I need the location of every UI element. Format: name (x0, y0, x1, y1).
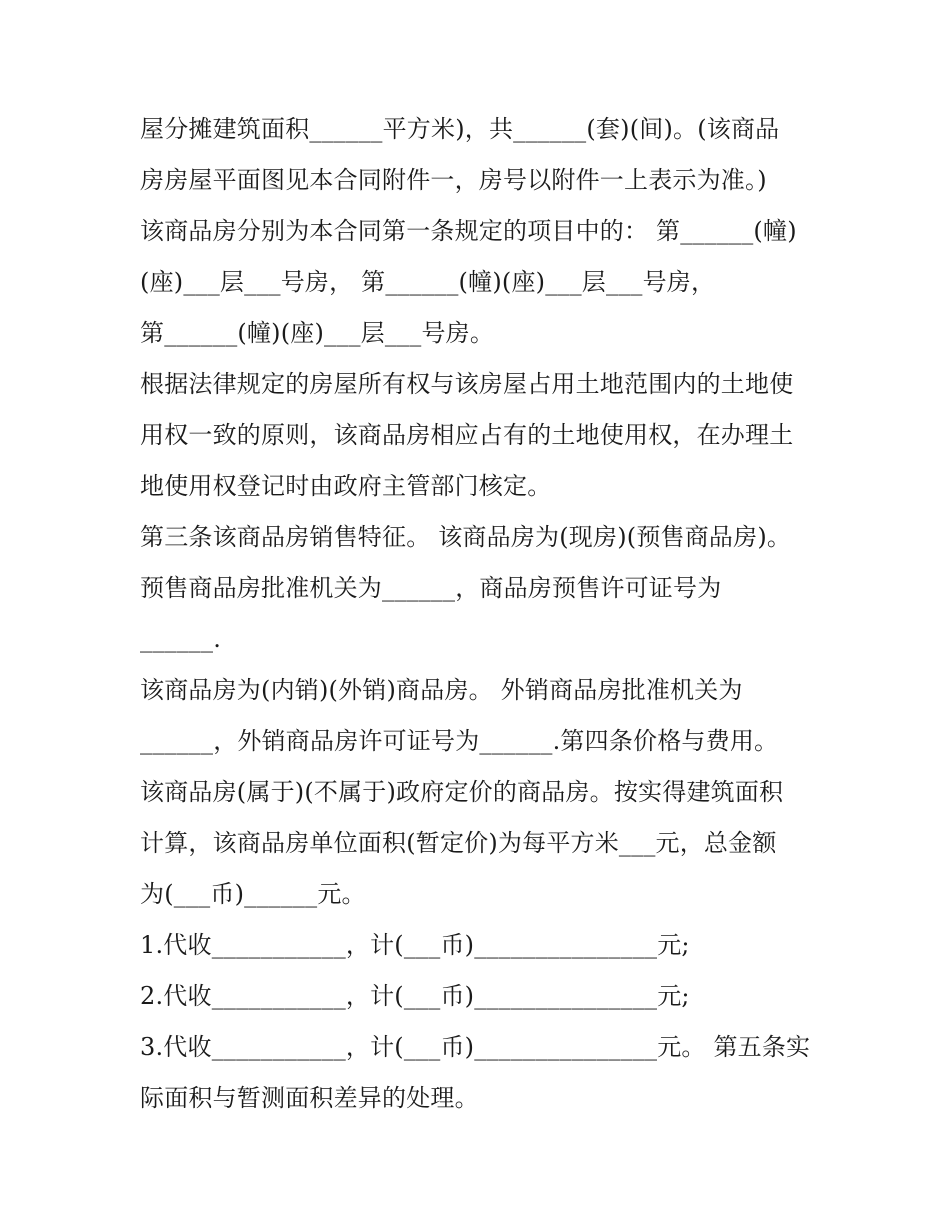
text-line-15: 计算，该商品房单位面积(暂定价)为每平方米___元，总金额 (140, 829, 777, 857)
text-line-11: ______. (140, 625, 222, 653)
text-line-13: ______，外销商品房许可证号为______.第四条价格与费用。 (140, 727, 779, 755)
text-line-5: 第______(幢)(座)___层___号房。 (140, 319, 495, 347)
text-line-2: 房房屋平面图见本合同附件一，房号以附件一上表示为准。) (140, 166, 767, 194)
text-line-8: 地使用权登记时由政府主管部门核定。 (140, 472, 552, 500)
text-line-12: 该商品房为(内销)(外销)商品房。 外销商品房批准机关为 (140, 676, 743, 704)
text-line-4: (座)___层___号房， 第______(幢)(座)___层___号房， (140, 268, 716, 296)
document-body (140, 104, 820, 1124)
text-line-14: 该商品房(属于)(不属于)政府定价的商品房。按实得建筑面积 (140, 778, 784, 806)
text-line-9: 第三条该商品房销售特征。 该商品房为(现房)(预售商品房)。 (140, 523, 792, 551)
text-line-1: 屋分摊建筑面积______平方米)，共______(套)(间)。(该商品 (140, 115, 780, 143)
text-line-6: 根据法律规定的房屋所有权与该房屋占用土地范围内的土地使 (140, 370, 794, 398)
text-line-18: 2.代收___________，计(___币)_______________元; (140, 982, 690, 1010)
text-line-17: 1.代收___________，计(___币)_______________元; (140, 931, 690, 959)
text-line-19: 3.代收___________，计(___币)_______________元。 第五条实 (140, 1033, 811, 1061)
text-line-10: 预售商品房批准机关为______，商品房预售许可证号为 (140, 574, 722, 602)
text-line-3: 该商品房分别为本合同第一条规定的项目中的： 第______(幢) (140, 217, 797, 245)
text-line-7: 用权一致的原则，该商品房相应占有的土地使用权，在办理土 (140, 421, 794, 449)
text-line-20: 际面积与暂测面积差异的处理。 (140, 1084, 479, 1112)
text-line-16: 为(___币)______元。 (140, 880, 366, 908)
